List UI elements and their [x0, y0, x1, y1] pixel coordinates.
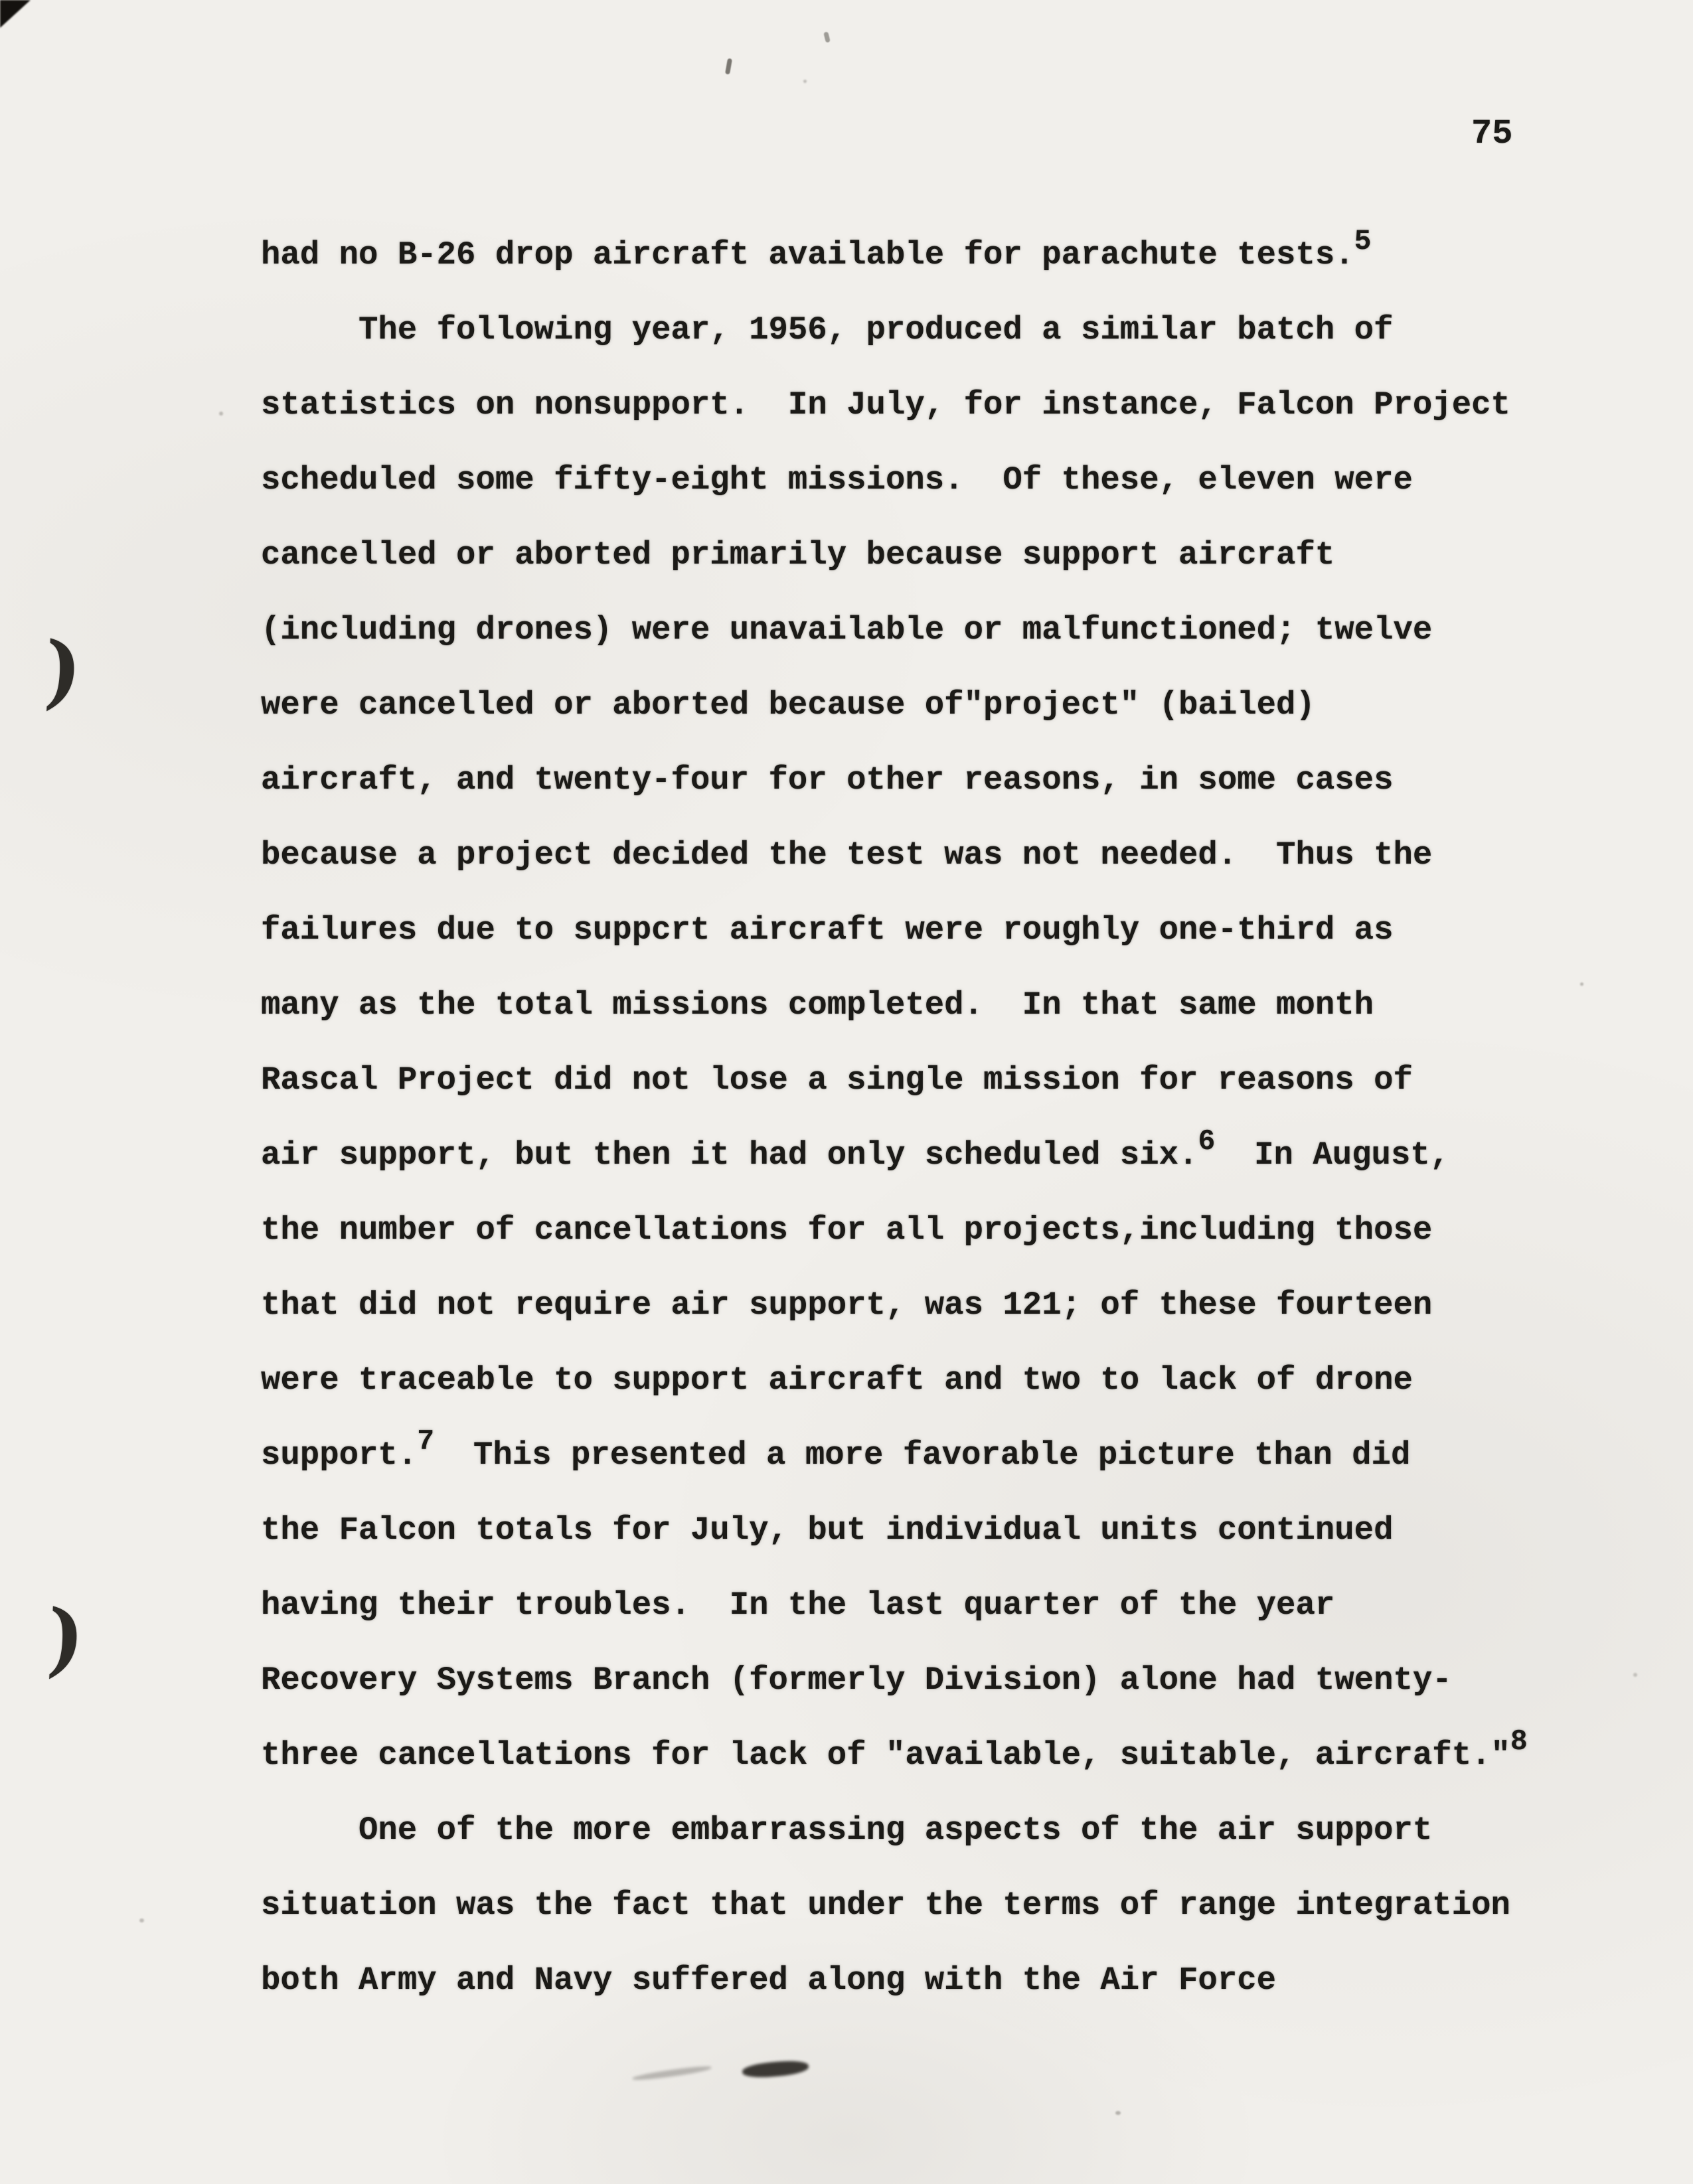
text-segment: that did not require air support, was 121; of these fourteen	[261, 1287, 1433, 1324]
text-line	[261, 1568, 1528, 1643]
text-line	[261, 743, 1528, 818]
footnote-ref: 7	[417, 1425, 435, 1458]
text-segment: three cancellations for lack of "available, suitable, aircraft."	[261, 1737, 1510, 1774]
text-segment: Rascal Project did not lose a single mission for reasons of	[261, 1061, 1413, 1099]
text-segment: because a project decided the test was not needed. Thus the	[261, 836, 1433, 874]
text-segment: (including drones) were unavailable or malfunctioned; twelve	[261, 611, 1433, 649]
text-line	[261, 1043, 1528, 1118]
text-line	[261, 1418, 1528, 1493]
text-segment: air support, but then it had only scheduled six.	[261, 1136, 1198, 1174]
text-segment: both Army and Navy suffered along with the Air Force	[261, 1962, 1277, 1999]
text-line	[261, 1718, 1528, 1793]
handwritten-margin-mark: )	[37, 620, 88, 718]
text-segment: the Falcon totals for July, but individual units continued	[261, 1512, 1394, 1549]
text-line	[261, 1193, 1528, 1268]
text-segment: scheduled some fifty-eight missions. Of these, eleven were	[261, 461, 1413, 499]
text-line	[261, 1343, 1528, 1418]
page-number: 75	[1471, 114, 1513, 153]
scan-smudge	[632, 2065, 712, 2082]
text-segment: In August,	[1215, 1136, 1450, 1174]
scan-speckle	[803, 80, 807, 83]
footnote-ref: 8	[1510, 1725, 1528, 1758]
text-line	[261, 893, 1528, 968]
text-line	[261, 1943, 1528, 2018]
scan-smudge	[742, 2059, 809, 2080]
text-segment: aircraft, and twenty-four for other reasons, in some cases	[261, 761, 1394, 799]
text-line	[261, 1868, 1528, 1943]
text-segment: support.	[261, 1437, 418, 1474]
scan-corner-artifact	[0, 0, 31, 28]
scan-speckle	[219, 412, 223, 416]
handwritten-margin-mark: )	[40, 1588, 90, 1685]
text-segment: statistics on nonsupport. In July, for instance, Falcon Project	[261, 386, 1510, 424]
text-line	[261, 1643, 1528, 1718]
text-line	[261, 1793, 1528, 1868]
text-segment: The following year, 1956, produced a similar batch of	[359, 311, 1394, 349]
text-line	[261, 518, 1528, 593]
footnote-ref: 5	[1354, 224, 1372, 258]
text-segment: having their troubles. In the last quarter of the year	[261, 1587, 1335, 1624]
scan-speckle	[823, 31, 831, 42]
text-line	[261, 593, 1528, 668]
text-segment: situation was the fact that under the terms of range integration	[261, 1887, 1510, 1924]
scan-speckle	[139, 1918, 144, 1922]
text-segment: the number of cancellations for all projects,including those	[261, 1211, 1433, 1249]
text-line	[261, 1118, 1528, 1193]
text-segment: Recovery Systems Branch (formerly Division) alone had twenty-	[261, 1662, 1452, 1699]
text-segment: cancelled or aborted primarily because support aircraft	[261, 536, 1335, 574]
text-segment: many as the total missions completed. In that same month	[261, 986, 1374, 1024]
text-line	[261, 218, 1528, 293]
text-line	[261, 818, 1528, 893]
text-segment: were cancelled or aborted because of"project" (bailed)	[261, 686, 1315, 724]
document-text	[261, 218, 1528, 2018]
scan-speckle	[725, 58, 732, 75]
text-segment: were traceable to support aircraft and two to lack of drone	[261, 1362, 1413, 1399]
text-line	[261, 668, 1528, 743]
text-line	[261, 368, 1528, 443]
text-line	[261, 1493, 1528, 1568]
text-segment: had no B-26 drop aircraft available for parachute tests.	[261, 236, 1354, 273]
scan-speckle	[1115, 2111, 1121, 2115]
text-line	[261, 293, 1528, 368]
text-segment: failures due to suppcrt aircraft were roughly one-third as	[261, 911, 1394, 949]
text-line	[261, 968, 1528, 1043]
scan-speckle	[1633, 1673, 1637, 1677]
text-line	[261, 443, 1528, 518]
text-line	[261, 1268, 1528, 1343]
footnote-ref: 6	[1198, 1125, 1216, 1158]
text-segment: This presented a more favorable picture than did	[434, 1437, 1411, 1474]
scan-speckle	[1580, 982, 1583, 986]
text-segment: One of the more embarrassing aspects of the air support	[359, 1812, 1433, 1849]
